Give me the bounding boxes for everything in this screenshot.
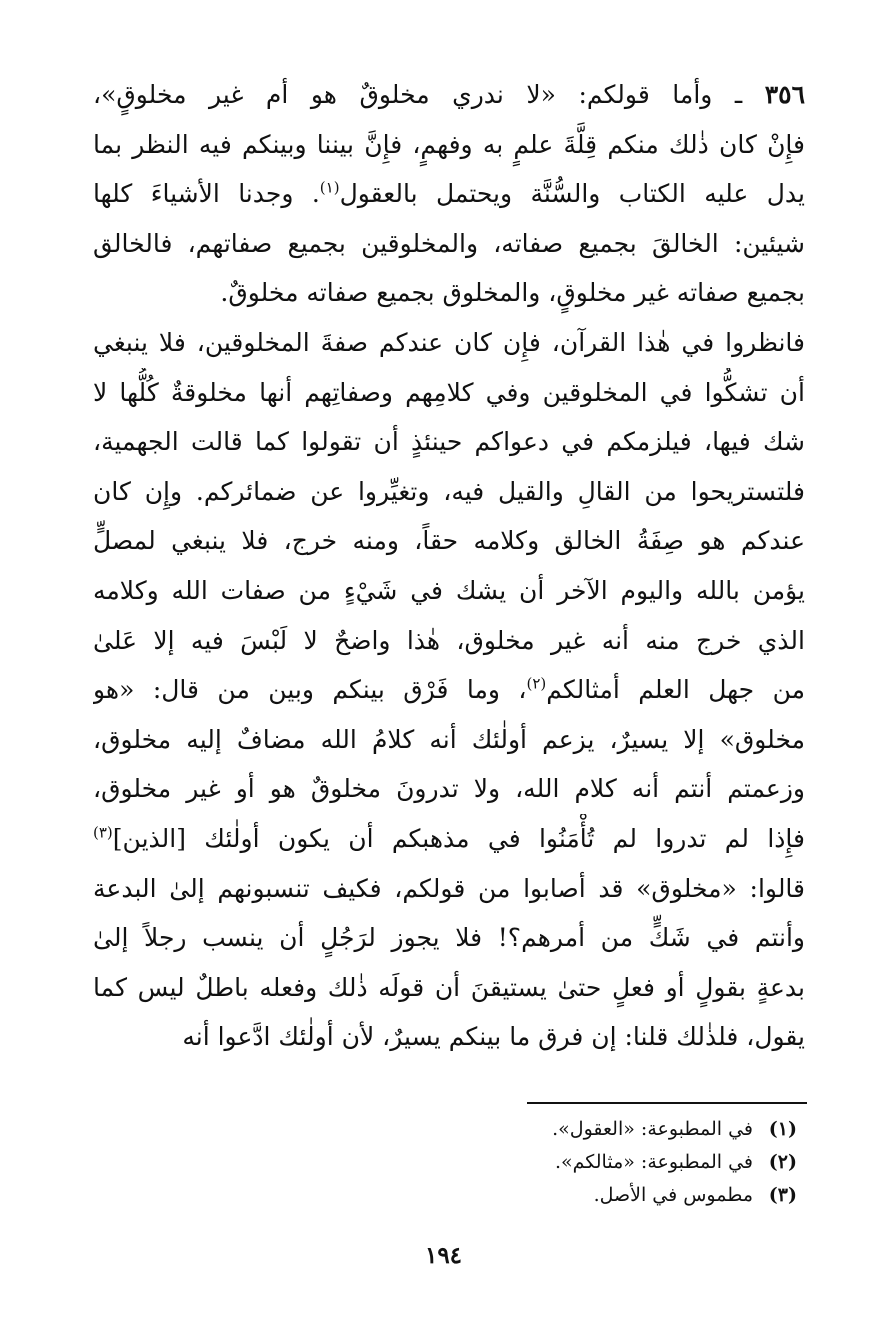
footnote-text: في المطبوعة: «العقول». (552, 1118, 753, 1140)
text-line: من جهل العلم أمثالكم$^{(٢)}$، وما فَرْق بينكم وبين من قال: «هو (93, 674, 805, 705)
text-line: فإِذا لم تدروا لم تُأْمَنُوا في مذهبكم أن يكون أولٰئك [الذين]$^{(٣)}$ (93, 823, 805, 853)
footnote-divider (527, 1102, 807, 1104)
footnotes (552, 1113, 797, 1212)
main-text (93, 70, 805, 1062)
text-line: قالوا: «مخلوق» قد أصابوا من قولكم، فكيف تنسبونهم إلىٰ البدعة (93, 873, 805, 903)
footnote (552, 1179, 797, 1212)
footnote-text: في المطبوعة: «مثالكم». (554, 1151, 753, 1173)
footnote-number: (٢) (768, 1151, 797, 1173)
text-line: بدعةٍ بقولٍ أو فعلٍ حتىٰ يستيقنَ أن قولَه ذٰلك وفعله باطلٌ ليس كما (93, 972, 805, 1002)
footnote-number: (١) (768, 1118, 797, 1140)
text-line: فإِنْ كان ذٰلك منكم قِلَّةَ علمٍ به وفهمٍ، فإِنَّ بيننا وبينكم فيه النظر بما (93, 129, 805, 159)
text-line: ٣٥٦ ـ وأما قولكم: «لا ندري مخلوقٌ هو أم غير مخلوقٍ»، (93, 80, 805, 109)
text-line: وأنتم في شَكٍّ من أمرهم؟! فلا يجوز لرَجُلٍ أن ينسب رجلاً إلىٰ (93, 923, 805, 953)
page-number: ١٩٤ (424, 1242, 463, 1269)
text-line: يؤمن بالله واليوم الآخر أن يشك في شَيْءٍ من صفات الله وكلامه (93, 575, 805, 605)
text-line: يقول، فلذٰلك قلنا: إن فرق ما بينكم يسيرٌ، لأن أولٰئك ادَّعوا أنه (182, 1022, 805, 1052)
paragraph-number: ٣٥٦ (764, 80, 805, 109)
footnote-ref: (٢) (526, 674, 547, 693)
text-line: يدل عليه الكتاب والسُّنَّة ويحتمل بالعقول$^{(١)}$. وجدنا الأشياءَ كلها (93, 178, 805, 209)
text-line: وزعمتم أنتم أنه كلام الله، ولا تدرونَ مخلوقٌ هو أو غير مخلوق، (93, 774, 805, 804)
text-line: فانظروا في هٰذا القرآن، فإِن كان عندكم صفةَ المخلوقين، فلا ينبغي (93, 327, 805, 357)
footnote (552, 1113, 797, 1146)
footnote-text: مطموس في الأصل. (593, 1184, 753, 1206)
footnote (552, 1146, 797, 1179)
footnote-ref: (٣) (93, 823, 113, 842)
text-line: مخلوق» إلا يسيرٌ، يزعم أولٰئك أنه كلامُ الله مضافٌ إليه مخلوق، (93, 724, 805, 754)
text-line: عندكم هو صِفَةُ الخالق وكلامه حقاً، ومنه خرج، فلا ينبغي لمصلٍّ (93, 526, 805, 556)
text-line: شيئين: الخالقَ بجميع صفاته، والمخلوقين بجميع صفاتهم، فالخالق (93, 228, 805, 258)
footnote-ref: (١) (319, 178, 340, 197)
footnote-number: (٣) (768, 1184, 797, 1206)
text-line: شك فيها، فيلزمكم في دعواكم حينئذٍ أن تقولوا كما قالت الجهمية، (93, 427, 805, 457)
text-line: أن تشكُّوا في المخلوقين وفي كلامِهم وصفاتِهم أنها مخلوقةٌ كُلُّها لا (93, 377, 805, 407)
text-line: بجميع صفاته غير مخلوقٍ، والمخلوق بجميع صفاته مخلوقٌ. (220, 278, 805, 308)
text-line: فلتستريحوا من القالِ والقيل فيه، وتغيِّروا عن ضمائركم. وإِن كان (93, 476, 805, 506)
text-line: الذي خرج منه أنه غير مخلوق، هٰذا واضحٌ لا لَبْسَ فيه إلا عَلىٰ (93, 625, 805, 655)
